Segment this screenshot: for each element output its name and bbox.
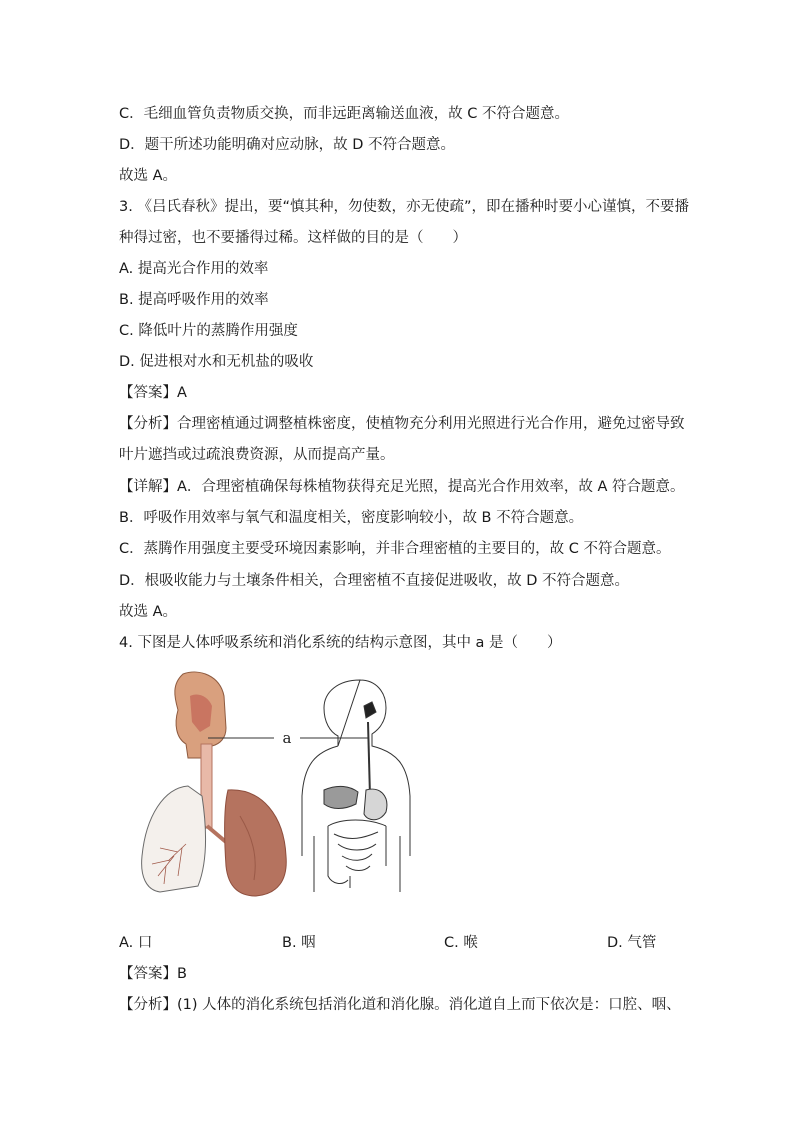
question-4-option-d: D. 气管 bbox=[607, 935, 657, 951]
question-3-detail-d: D．根吸收能力与土壤条件相关，合理密植不直接促进吸收，故 D 不符合题意。 bbox=[119, 573, 630, 589]
question-3-option-d: D. 促进根对水和无机盐的吸收 bbox=[119, 354, 314, 370]
question-3-detail-b: B．呼吸作用效率与氧气和温度相关，密度影响较小，故 B 不符合题意。 bbox=[119, 510, 584, 526]
question-3-option-c: C. 降低叶片的蒸腾作用强度 bbox=[119, 323, 298, 339]
question-3-analysis-line2: 叶片遮挡或过疏浪费资源，从而提高产量。 bbox=[119, 447, 395, 463]
question-3-analysis-line1: 【分析】合理密植通过调整植株密度，使植物充分利用光照进行光合作用，避免过密导致 bbox=[119, 416, 685, 432]
question-3-answer: 【答案】A bbox=[119, 385, 187, 401]
question-3-stem-line2: 种得过密，也不要播得过稀。这样做的目的是（ ） bbox=[119, 230, 467, 246]
figure-label-a: a bbox=[282, 729, 292, 747]
explanation-line-d: D．题干所述功能明确对应动脉，故 D 不符合题意。 bbox=[119, 137, 456, 153]
question-3-detail-a: 【详解】A．合理密植确保每株植物获得充足光照，提高光合作用效率，故 A 符合题意。 bbox=[119, 479, 685, 495]
question-3-final-answer: 故选 A。 bbox=[119, 604, 178, 620]
digestive-system-illustration bbox=[302, 680, 410, 892]
anatomy-figure bbox=[128, 666, 428, 906]
final-answer-line: 故选 A。 bbox=[119, 168, 178, 184]
respiratory-digestive-diagram bbox=[128, 666, 428, 906]
question-3-option-a: A. 提高光合作用的效率 bbox=[119, 261, 269, 277]
question-3-stem-line1: 3. 《吕氏春秋》提出，要“慎其种，勿使数，亦无使疏”，即在播种时要小心谨慎，不要播 bbox=[119, 199, 689, 215]
question-3-option-b: B. 提高呼吸作用的效率 bbox=[119, 292, 269, 308]
question-4-option-c: C. 喉 bbox=[444, 935, 478, 951]
question-4-analysis-line1: 【分析】(1) 人体的消化系统包括消化道和消化腺。消化道自上而下依次是：口腔、咽、 bbox=[119, 997, 681, 1013]
question-4-answer: 【答案】B bbox=[119, 966, 187, 982]
respiratory-system-illustration bbox=[142, 672, 287, 896]
question-3-detail-c: C．蒸腾作用强度主要受环境因素影响，并非合理密植的主要目的，故 C 不符合题意。 bbox=[119, 541, 671, 557]
explanation-line-c: C．毛细血管负责物质交换，而非远距离输送血液，故 C 不符合题意。 bbox=[119, 106, 569, 122]
question-4-option-a: A. 口 bbox=[119, 935, 153, 951]
question-4-stem: 4. 下图是人体呼吸系统和消化系统的结构示意图，其中 a 是（ ） bbox=[119, 635, 562, 651]
question-4-option-b: B. 咽 bbox=[282, 935, 316, 951]
